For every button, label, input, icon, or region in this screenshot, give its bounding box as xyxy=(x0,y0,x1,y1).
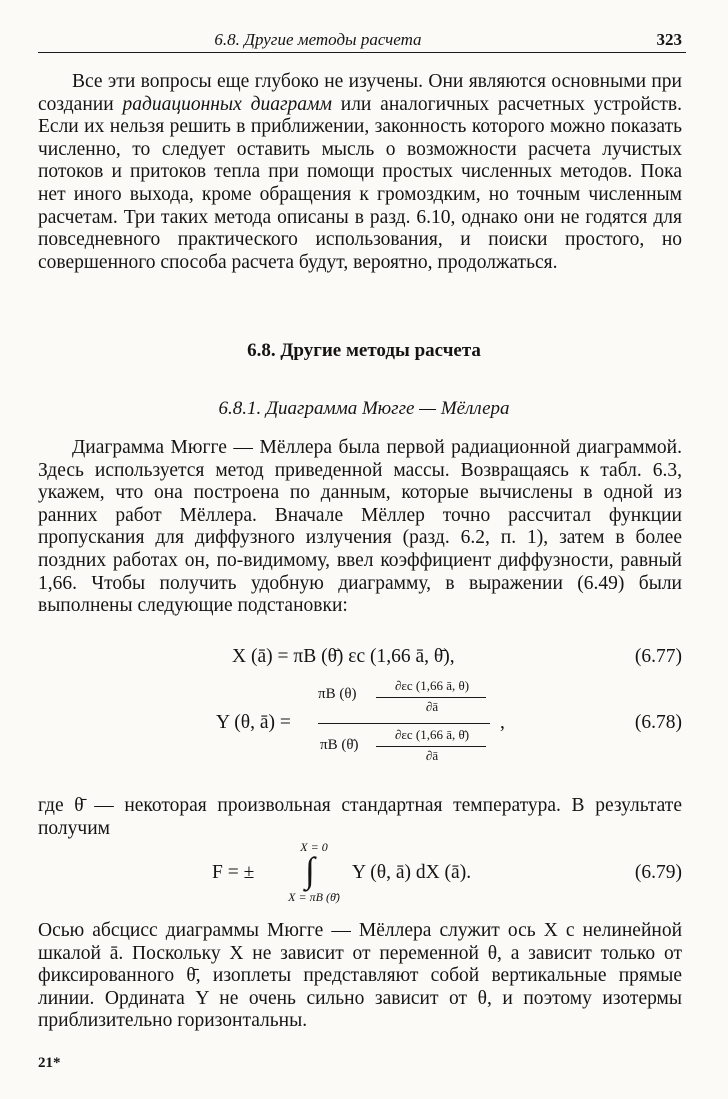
eq78-numerator-inner-bottom: ∂ā xyxy=(425,699,439,714)
sheet-signature: 21* xyxy=(38,1055,61,1071)
intro-text-a: Все эти вопросы еще глубоко не изучены. Они являются основными при создании xyxy=(38,71,682,115)
equation-6-77-number: (6.77) xyxy=(634,646,682,667)
eq78-denominator-inner-bottom: ∂ā xyxy=(425,748,439,763)
running-title: 6.8. Другие методы расчета xyxy=(214,30,422,49)
section-heading: 6.8. Другие методы расчета xyxy=(247,340,481,361)
eq78-numerator-inner-top: ∂εc (1,66 ā, θ) xyxy=(394,678,470,693)
running-head xyxy=(38,30,686,53)
eq78-main-bar xyxy=(318,723,490,724)
eq78-denominator-prefix: πB (θ̄) xyxy=(320,737,359,753)
paragraph-mugge: Диаграмма Мюгге — Мёллера была первой радиационной диаграммой. Здесь используется метод приведенной массы. Возвращаясь к табл. 6.3, укажем, что она построена по данным, которые вычислены в одной из ранних работ Мёллера. Вначале Мёллер точно рассчитал функции пропускания для диффузного излучения (разд. 6.2, п. 1), затем в более поздних работах он, по-видимому, ввел коэффициент диффузности, равный 1,66. Чтобы получить удобную диаграмму, в выражении (6.49) были выполнены следующие подстановки: xyxy=(38,437,682,617)
eq78-trailing-comma: , xyxy=(500,712,505,733)
equation-6-77: X (ā) = πB (θ̄) εc (1,66 ā, θ̄), xyxy=(232,646,455,667)
paragraph-result: где θ̄ — некоторая произвольная стандартная температура. В результате получим xyxy=(38,795,682,839)
equation-6-78-number: (6.78) xyxy=(634,712,682,733)
eq78-numerator-prefix: πB (θ) xyxy=(318,686,357,702)
page-number: 323 xyxy=(656,30,682,49)
paragraph-axes: Осью абсцисс диаграммы Мюгге — Мёллера служит ось X с нелинейной шкалой ā. Поскольку X не зависит от переменной θ, а зависит только от фиксированного θ̄, изоплеты представляют собой вертикальные прямые линии. Ордината Y не очень сильно зависит от θ, и поэтому изотермы приблизительно горизонтальны. xyxy=(38,920,682,1032)
subsection-heading: 6.8.1. Диаграмма Мюгге — Мёллера xyxy=(218,398,510,419)
intro-emphasis: радиационных диаграмм xyxy=(122,93,332,115)
equation-6-79-lhs: F = ± xyxy=(212,862,255,883)
eq79-upper-limit: X = 0 xyxy=(300,840,328,854)
eq79-integral-sign: ∫ xyxy=(305,850,315,890)
paragraph-intro xyxy=(38,71,682,274)
equation-6-78-lhs: Y (θ, ā) = xyxy=(216,712,291,733)
eq79-lower-limit: X = πB (θ̄) xyxy=(288,890,340,904)
eq79-integrand: Y (θ, ā) dX (ā). xyxy=(352,862,472,883)
eq78-denominator-inner-top: ∂εc (1,66 ā, θ̄) xyxy=(394,727,470,742)
equation-6-79-number: (6.79) xyxy=(634,862,682,883)
intro-text-b: или аналогичных расчетных устройств. Если их нельзя решить в приближении, законность которого можно показать численно, то следует оставить мысль о возможности расчета лучистых потоков и притоков тепла при помощи простых численных методов. Пока нет иного выхода, кроме обращения к громоздким, но точным численным расчетам. Три таких метода описаны в разд. 6.10, однако они не годятся для повседневного практического использования, и поиски простого, но совершенного способа расчета будут, вероятно, продолжаться. xyxy=(38,93,683,273)
